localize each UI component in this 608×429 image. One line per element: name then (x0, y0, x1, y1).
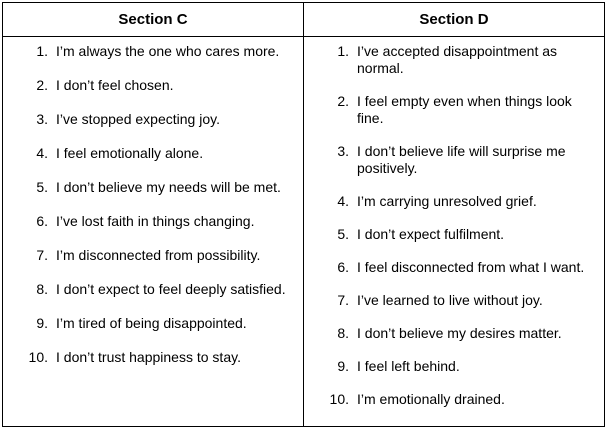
list-item (304, 325, 600, 342)
item-number: 6. (337, 259, 349, 275)
item-text: I don’t believe my desires matter. (357, 325, 562, 341)
item-number: 9. (36, 315, 48, 331)
item-number: 10. (329, 391, 349, 407)
item-text: I don’t expect fulfilment. (357, 226, 505, 242)
section-c-list (3, 37, 303, 366)
item-text: I’ve learned to live without joy. (357, 292, 543, 308)
list-item (304, 93, 600, 127)
list-item (3, 315, 299, 332)
list-item (304, 292, 600, 309)
item-number: 1. (337, 43, 349, 59)
content-row (3, 37, 605, 427)
sections-table (2, 2, 605, 427)
list-item (304, 259, 600, 276)
item-text: I feel left behind. (357, 358, 460, 374)
item-text: I feel emotionally alone. (56, 145, 204, 161)
item-number: 1. (36, 43, 48, 59)
list-item (3, 77, 299, 94)
item-number: 7. (36, 247, 48, 263)
item-text: I’ve accepted disappointment as normal. (357, 43, 558, 76)
item-number: 4. (337, 193, 349, 209)
item-text: I’m tired of being disappointed. (56, 315, 247, 331)
item-number: 4. (36, 145, 48, 161)
item-number: 10. (28, 349, 48, 365)
item-text: I feel disconnected from what I want. (357, 259, 585, 275)
item-number: 2. (36, 77, 48, 93)
list-item (3, 111, 299, 128)
list-item (3, 247, 299, 264)
list-item (304, 43, 600, 77)
item-number: 2. (337, 93, 349, 109)
item-text: I don’t expect to feel deeply satisfied. (56, 281, 286, 297)
section-d-list (304, 37, 604, 408)
item-text: I’m emotionally drained. (357, 391, 505, 407)
item-text: I’m always the one who cares more. (56, 43, 280, 59)
item-text: I don’t feel chosen. (56, 77, 174, 93)
header-row (3, 3, 605, 37)
item-number: 8. (36, 281, 48, 297)
section-c-cell (3, 37, 304, 427)
list-item (3, 179, 299, 196)
item-number: 3. (337, 143, 349, 159)
item-number: 7. (337, 292, 349, 308)
item-number: 9. (337, 358, 349, 374)
item-number: 3. (36, 111, 48, 127)
item-text: I’ve lost faith in things changing. (56, 213, 255, 229)
list-item (304, 226, 600, 243)
list-item (3, 43, 299, 60)
item-number: 5. (36, 179, 48, 195)
item-text: I’ve stopped expecting joy. (56, 111, 220, 127)
item-number: 8. (337, 325, 349, 341)
item-text: I’m carrying unresolved grief. (357, 193, 537, 209)
item-text: I’m disconnected from possibility. (56, 247, 261, 263)
section-c-header: Section C (3, 3, 304, 37)
section-d-header: Section D (304, 3, 605, 37)
list-item (3, 213, 299, 230)
item-text: I don’t believe life will surprise me positively. (357, 143, 566, 176)
list-item (3, 145, 299, 162)
list-item (304, 391, 600, 408)
list-item (3, 349, 299, 366)
item-number: 6. (36, 213, 48, 229)
item-text: I don’t believe my needs will be met. (56, 179, 281, 195)
list-item (3, 281, 299, 298)
list-item (304, 193, 600, 210)
list-item (304, 358, 600, 375)
list-item (304, 143, 600, 177)
section-d-cell (304, 37, 605, 427)
item-number: 5. (337, 226, 349, 242)
item-text: I feel empty even when things look fine. (357, 93, 572, 126)
item-text: I don’t trust happiness to stay. (56, 349, 241, 365)
